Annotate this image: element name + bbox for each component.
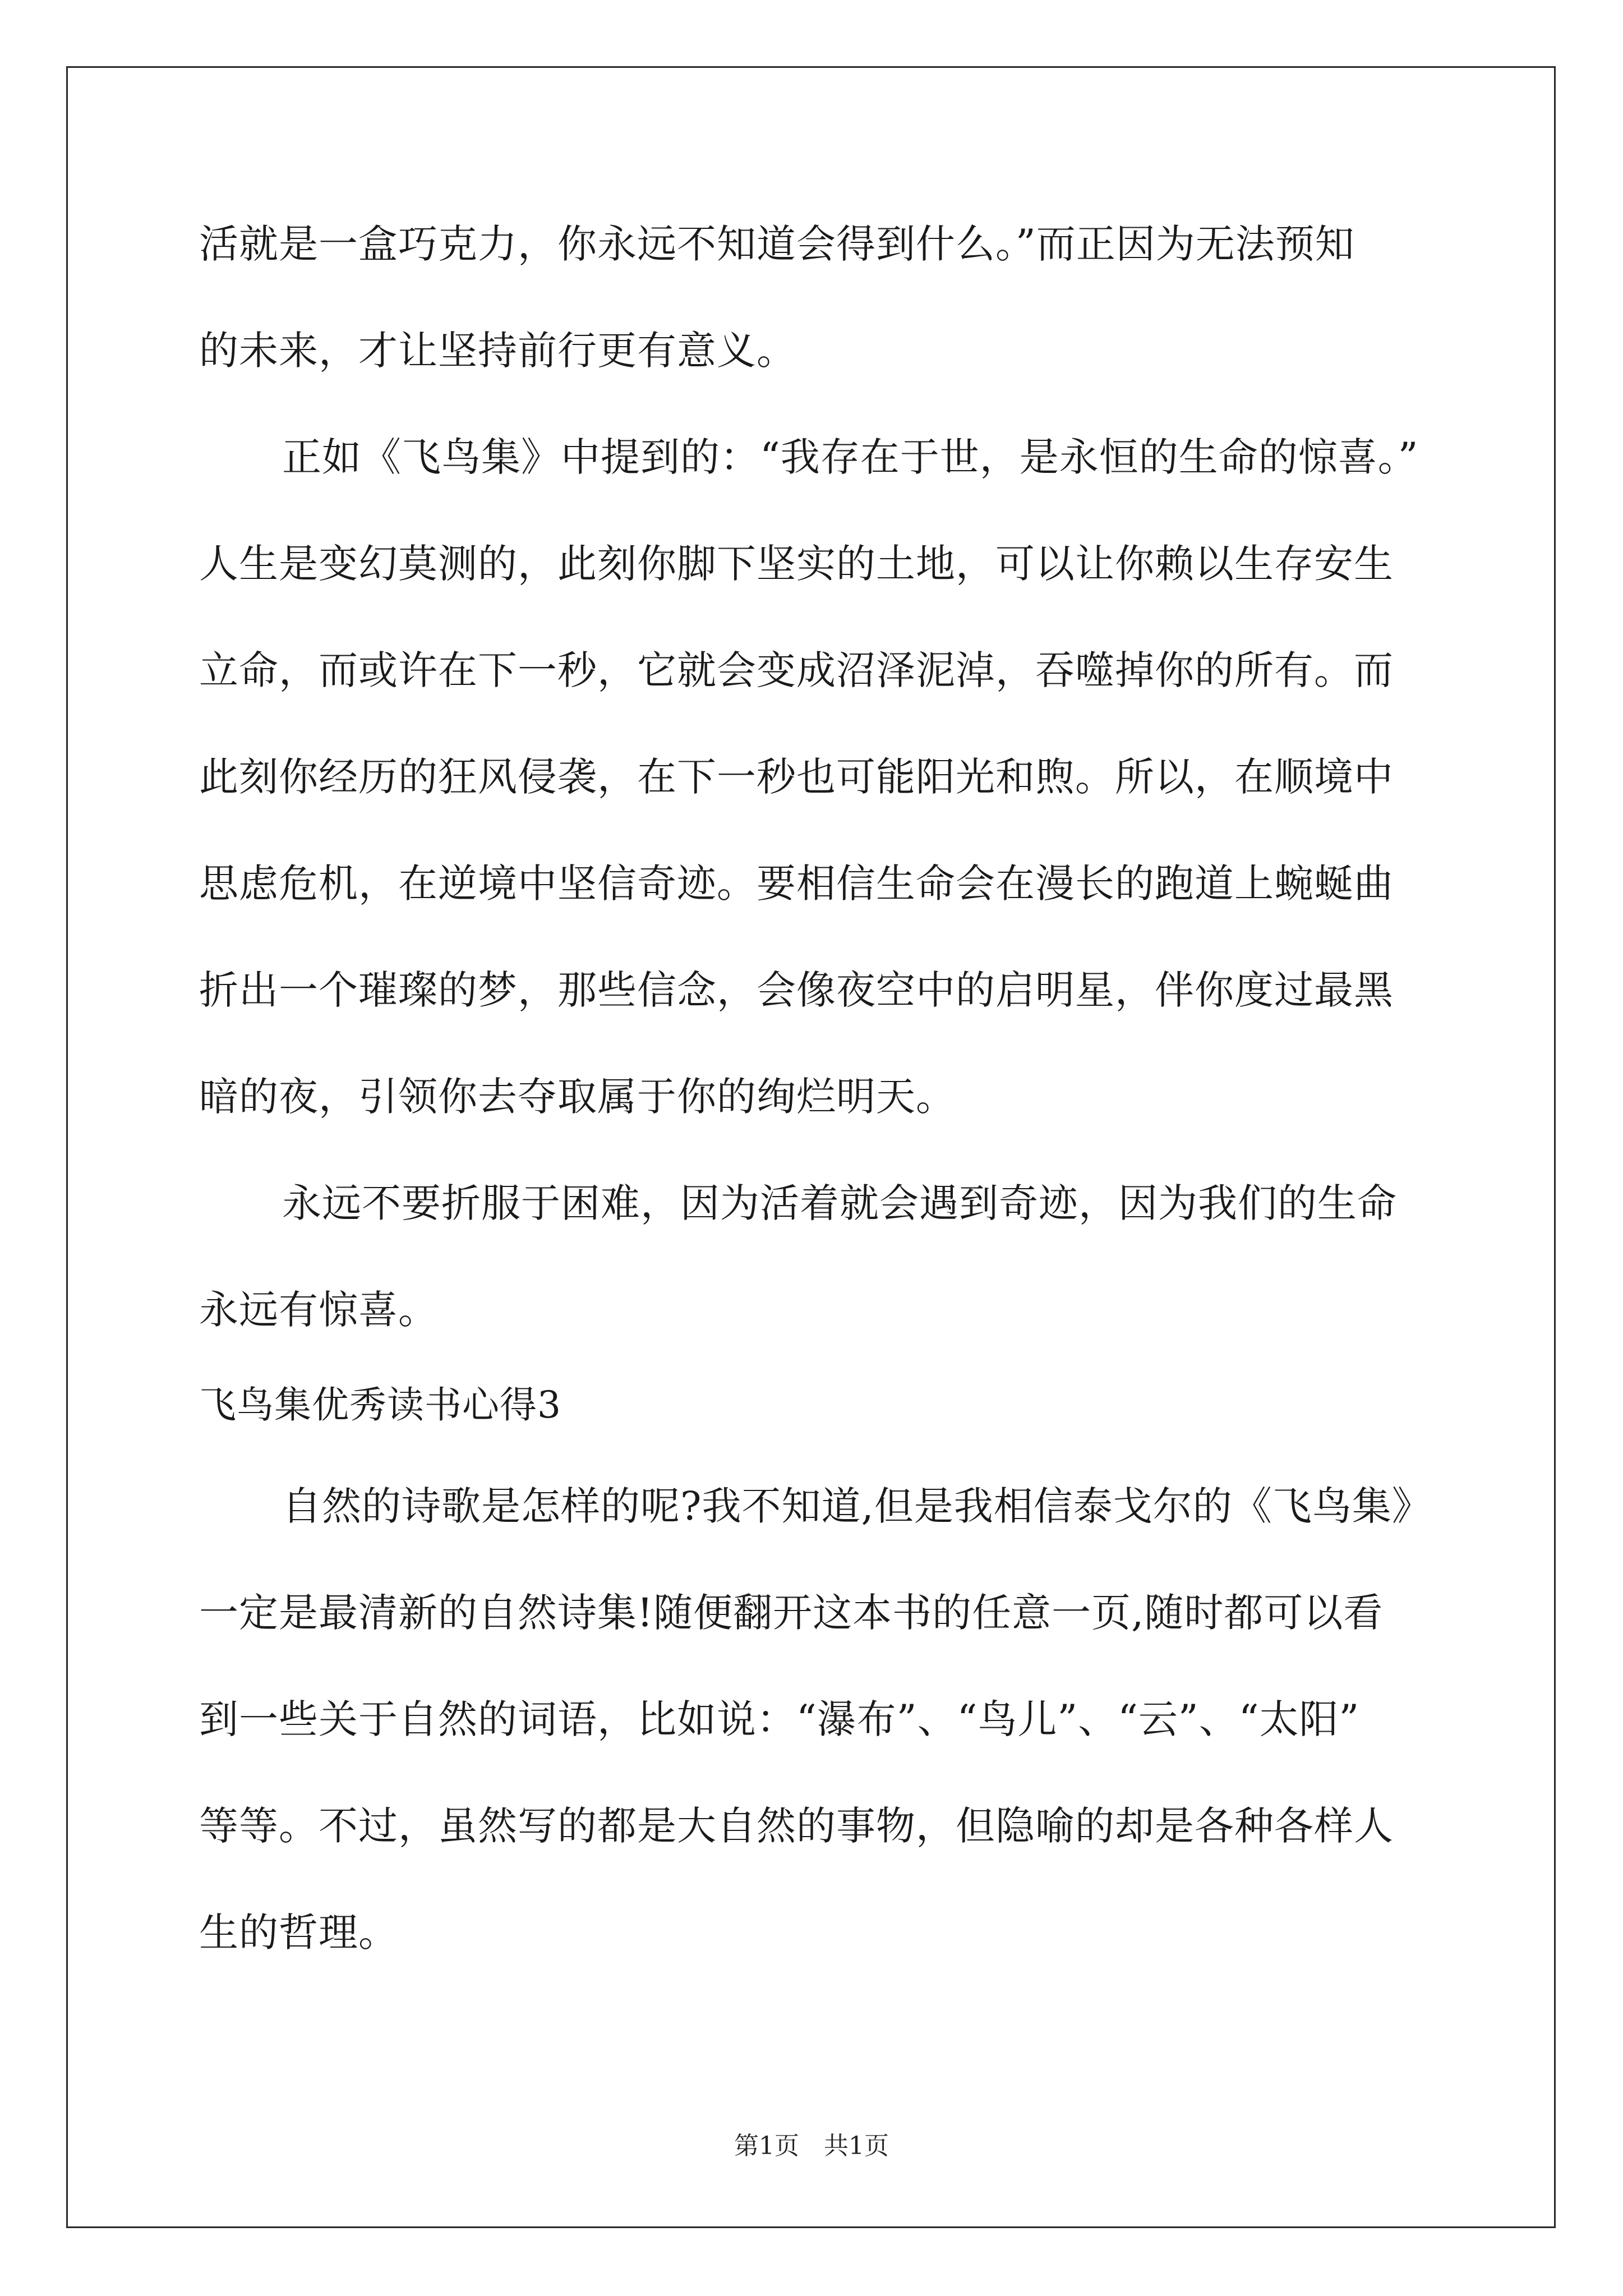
paragraph-line: 自然的诗歌是怎样的呢?我不知道,但是我相信泰戈尔的《飞鸟集》 <box>282 1483 1432 1529</box>
paragraph-line: 等等。不过，虽然写的都是大自然的事物，但隐喻的却是各种各样人 <box>199 1803 1394 1849</box>
paragraph-line: 暗的夜，引领你去夺取属于你的绚烂明天。 <box>199 1074 956 1120</box>
paragraph-line: 永远不要折服于困难，因为活着就会遇到奇迹，因为我们的生命 <box>282 1180 1397 1226</box>
paragraph-line: 正如《飞鸟集》中提到的：“我存在于世，是永恒的生命的惊喜。” <box>282 434 1419 480</box>
paragraph-line: 折出一个璀璨的梦，那些信念，会像夜空中的启明星，伴你度过最黑 <box>199 967 1394 1013</box>
paragraph-line: 活就是一盒巧克力，你永远不知道会得到什么。”而正因为无法预知 <box>199 221 1355 267</box>
paragraph-line: 一定是最清新的自然诗集!随便翻开这本书的任意一页,随时都可以看 <box>199 1590 1384 1636</box>
paragraph-line: 到一些关于自然的词语，比如说：“瀑布”、“鸟儿”、“云”、“太阳” <box>199 1696 1360 1742</box>
paragraph-line: 此刻你经历的狂风侵袭，在下一秒也可能阳光和煦。所以，在顺境中 <box>199 754 1394 800</box>
paragraph-line: 的未来，才让坚持前行更有意义。 <box>199 328 796 374</box>
paragraph-line: 人生是变幻莫测的，此刻你脚下坚实的土地，可以让你赖以生存安生 <box>199 541 1394 587</box>
section-heading: 飞鸟集优秀读书心得3 <box>199 1383 561 1427</box>
page-number-footer: 第1页 共1页 <box>734 2132 889 2160</box>
paragraph-line: 立命，而或许在下一秒，它就会变成沼泽泥淖，吞噬掉你的所有。而 <box>199 647 1394 693</box>
paragraph-line: 永远有惊喜。 <box>199 1287 438 1333</box>
paragraph-line: 思虑危机，在逆境中坚信奇迹。要相信生命会在漫长的跑道上蜿蜒曲 <box>199 861 1394 907</box>
paragraph-line: 生的哲理。 <box>199 1910 398 1955</box>
